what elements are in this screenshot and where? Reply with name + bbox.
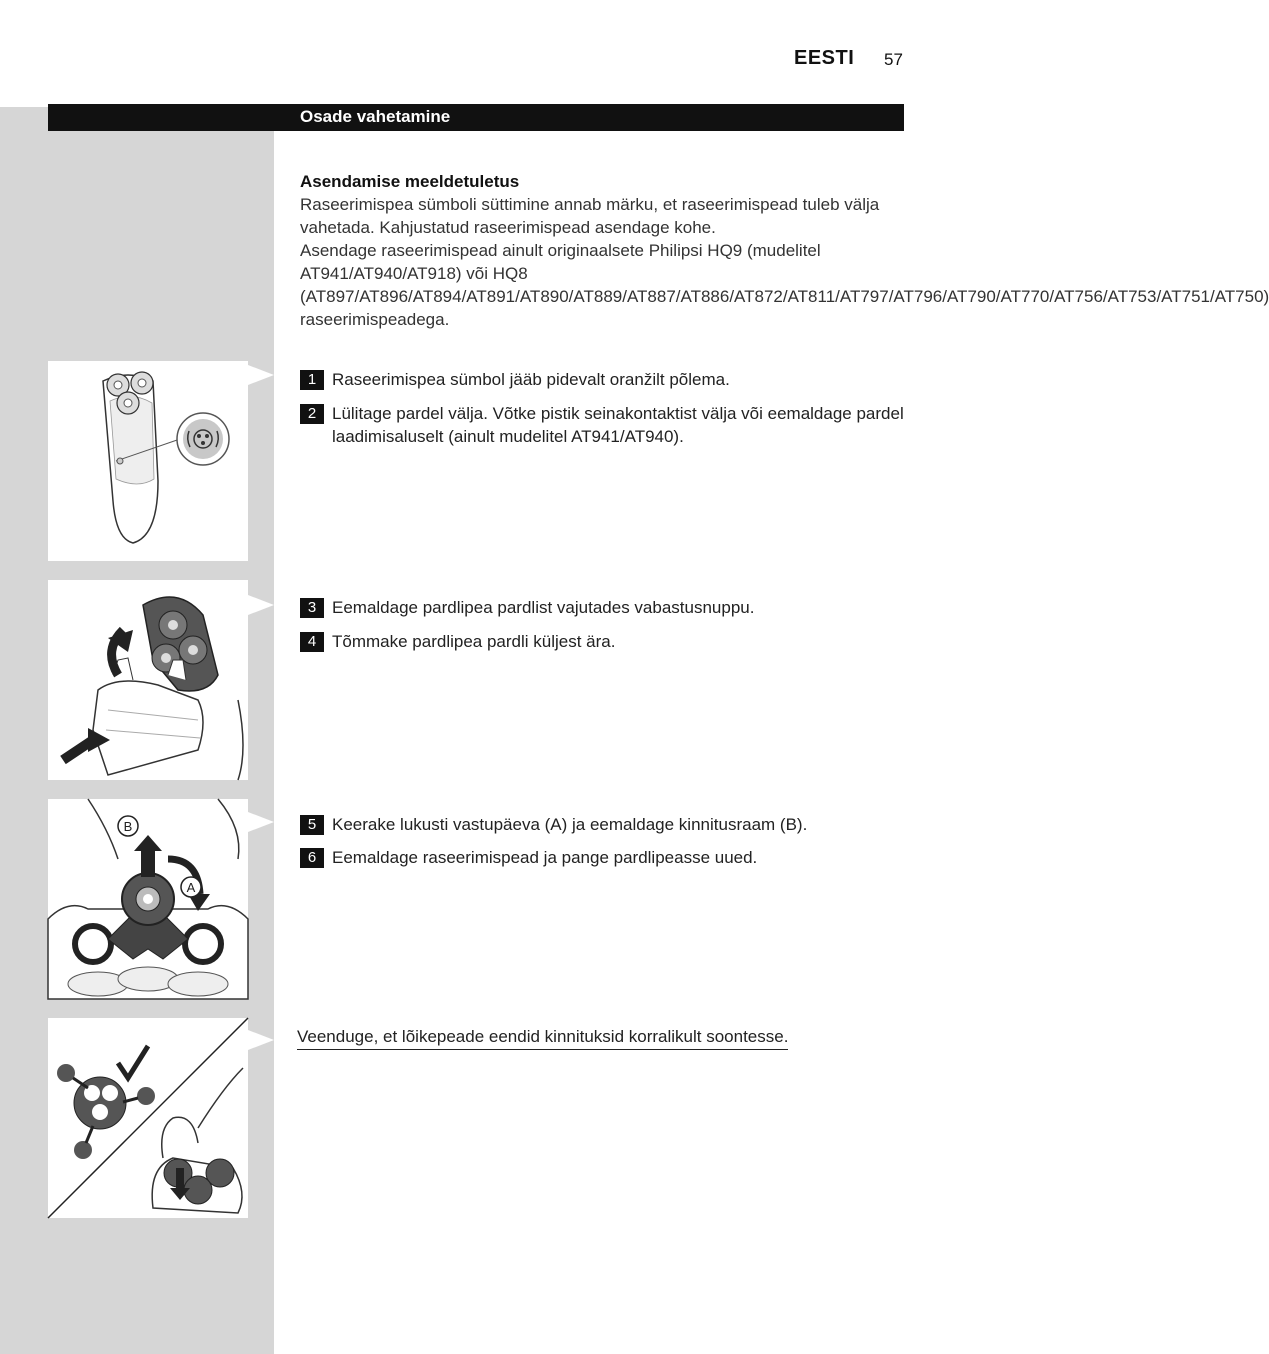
intro-paragraph-1: Raseerimispea sümboli süttimine annab märku, et raseerimispead tuleb välja vahetada. Kahjustatud raseerimispead asendage kohe. xyxy=(300,195,880,237)
figure-retaining-frame xyxy=(48,799,248,999)
step-text: Eemaldage pardlipea pardlist vajutades vabastusnuppu. xyxy=(332,598,755,617)
intro-title: Asendamise meeldetuletus xyxy=(300,172,520,191)
step-5 xyxy=(300,813,905,836)
figure-release-head xyxy=(48,580,248,780)
step-text: Tõmmake pardlipea pardli küljest ära. xyxy=(332,632,616,651)
step-number: 1 xyxy=(300,370,324,390)
step-text: Eemaldage raseerimispead ja pange pardlipeasse uued. xyxy=(332,848,758,867)
page-number: 57 xyxy=(884,50,903,69)
label-a: A xyxy=(186,880,196,895)
intro-paragraph-2: Asendage raseerimispead ainult originaalsete Philipsi HQ9 (mudelitel AT941/AT940/AT918) või HQ8 (AT897/AT896/AT894/AT891/AT890/AT889/AT887/AT886/AT872/AT811/AT797/AT796/AT790/AT770/AT756/AT753/AT751/AT750) raseerimispeadega. xyxy=(300,241,1269,329)
figure-pointer xyxy=(248,365,274,385)
release-head-illustration xyxy=(48,580,248,780)
figure-pointer xyxy=(248,812,274,832)
step-4 xyxy=(300,630,905,653)
note-text: Veenduge, et lõikepeade eendid kinnituksid korralikult soontesse. xyxy=(297,1027,788,1050)
step-number: 2 xyxy=(300,404,324,424)
label-b: B xyxy=(123,819,133,834)
section-title: Osade vahetamine xyxy=(300,107,451,126)
step-number: 4 xyxy=(300,632,324,652)
shaver-illustration xyxy=(48,361,248,561)
figure-insert-heads xyxy=(48,1018,248,1218)
figure-shaver-symbol xyxy=(48,361,248,561)
step-6 xyxy=(300,846,905,869)
figure-pointer xyxy=(248,595,274,615)
step-text: Lülitage pardel välja. Võtke pistik seinakontaktist välja või eemaldage pardel laadimisaluselt (ainult mudelitel AT941/AT940). xyxy=(332,404,904,446)
check-mark-icon xyxy=(118,1046,148,1078)
retaining-frame-illustration xyxy=(48,799,248,999)
intro-block xyxy=(300,170,1269,331)
language-label: EESTI xyxy=(794,47,855,69)
insert-heads-illustration xyxy=(48,1018,248,1218)
step-number: 3 xyxy=(300,598,324,618)
section-header-bar xyxy=(48,104,904,131)
step-2 xyxy=(300,402,905,446)
step-text: Raseerimispea sümbol jääb pidevalt oranžilt põlema. xyxy=(332,370,730,389)
figure-pointer xyxy=(248,1030,274,1050)
step-text: Keerake lukusti vastupäeva (A) ja eemaldage kinnitusraam (B). xyxy=(332,815,808,834)
step-1 xyxy=(300,368,905,391)
step-number: 5 xyxy=(300,815,324,835)
step-3 xyxy=(300,596,905,619)
step-number: 6 xyxy=(300,848,324,868)
